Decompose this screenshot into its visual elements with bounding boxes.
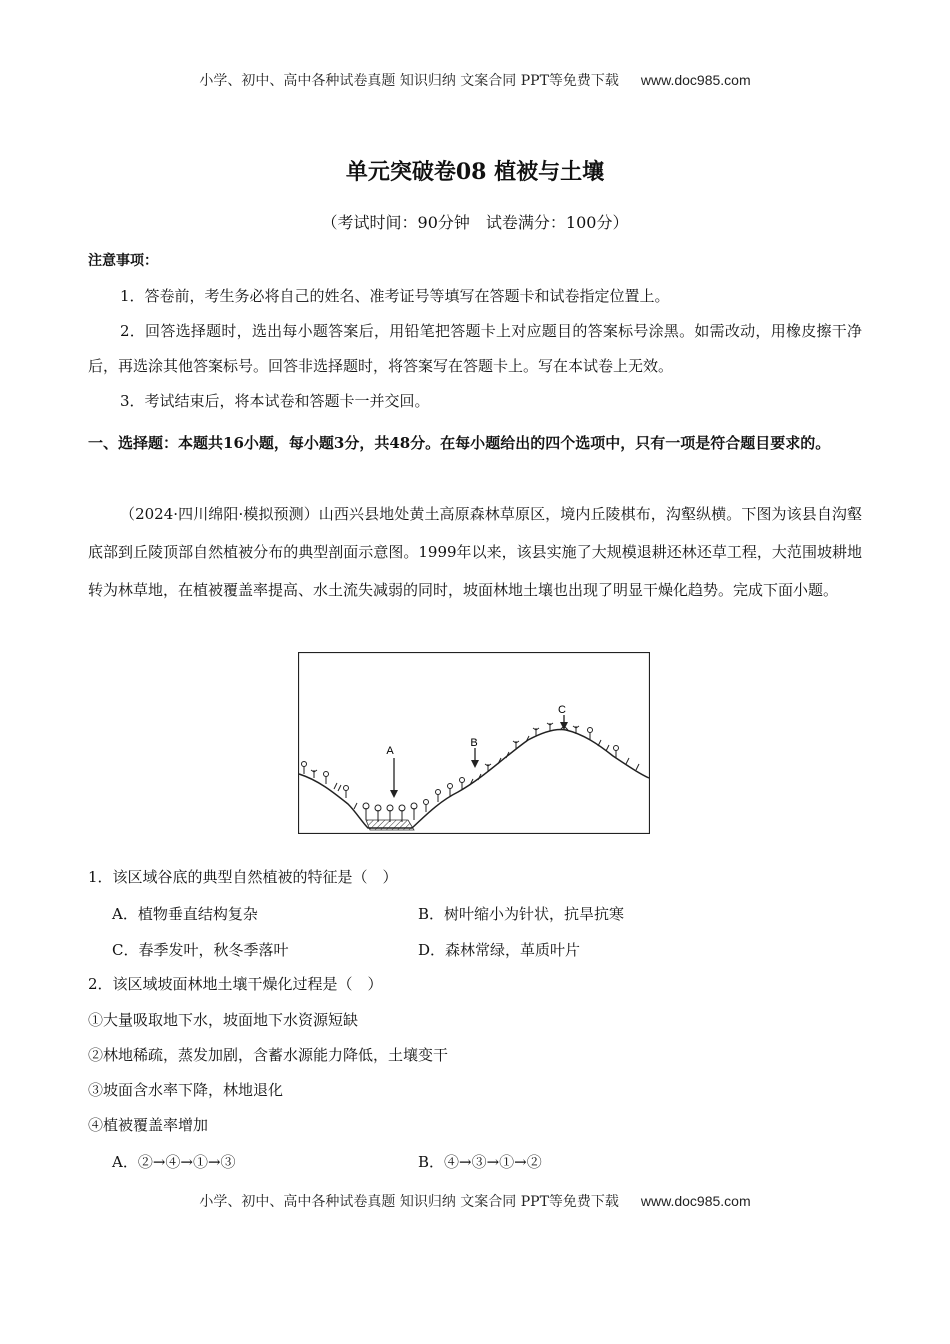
label-b: B [470, 737, 478, 749]
q1-option-a[interactable]: A．植物垂直结构复杂 [112, 905, 258, 923]
q1-option-b[interactable]: B．树叶缩小为针状，抗旱抗寒 [418, 905, 625, 923]
passage: （2024·四川绵阳·模拟预测）山西兴县地处黄土高原森林草原区，境内丘陵棋布，沟壑纵横。下图为该县自沟壑底部到丘陵顶部自然植被分布的典型剖面示意图。1999年以来，该县实施了大规模退耕还林还草工程，大范围坡耕地转为林草地，在植被覆盖率提高、水土流失减弱的同时，坡面林地土壤也出现了明显干燥化趋势。完成下面小题。 [88, 505, 862, 599]
label-c: C [558, 704, 566, 716]
page-header [0, 70, 950, 90]
notes-heading: 注意事项： [88, 253, 158, 269]
header-site: www.doc985.com [640, 72, 751, 88]
label-a: A [386, 745, 394, 757]
q1-option-d[interactable]: D．森林常绿，革质叶片 [418, 941, 581, 959]
q2-item-2: ②林地稀疏，蒸发加剧，含蓄水源能力降低，土壤变干 [88, 1046, 449, 1064]
question-1-stem: 1．该区域谷底的典型自然植被的特征是（ ） [88, 868, 398, 886]
section-heading: 一、选择题：本题共16小题，每小题3分，共48分。在每小题给出的四个选项中，只有一项是符合题目要求的。 [88, 434, 831, 452]
profile-diagram [298, 652, 650, 834]
q2-option-a[interactable]: A．②→④→①→③ [112, 1153, 236, 1171]
footer-site: www.doc985.com [640, 1193, 751, 1209]
vegetation-profile-figure [298, 652, 650, 834]
header-text: 小学、初中、高中各种试卷真题 知识归纳 文案合同 PPT等免费下载 [199, 73, 619, 89]
note-2: 2．回答选择题时，选出每小题答案后，用铅笔把答题卡上对应题目的答案标号涂黑。如需改动，用橡皮擦干净后，再选涂其他答案标号。回答非选择题时，将答案写在答题卡上。写在本试卷上无效。 [88, 322, 862, 375]
q2-item-1: ①大量吸取地下水，坡面地下水资源短缺 [88, 1011, 359, 1029]
note-3: 3．考试结束后，将本试卷和答题卡一并交回。 [120, 392, 430, 410]
question-2-stem: 2．该区域坡面林地土壤干燥化过程是（ ） [88, 975, 383, 993]
note-1: 1．答卷前，考生务必将自己的姓名、准考证号等填写在答题卡和试卷指定位置上。 [120, 287, 670, 305]
q2-option-b[interactable]: B．④→③→①→② [418, 1153, 542, 1171]
exam-info: （考试时间：90分钟 试卷满分：100分） [321, 213, 629, 232]
q2-item-3: ③坡面含水率下降，林地退化 [88, 1081, 284, 1099]
page-footer [0, 1191, 950, 1211]
page-title: 单元突破卷08 植被与土壤 [345, 159, 605, 185]
footer-text: 小学、初中、高中各种试卷真题 知识归纳 文案合同 PPT等免费下载 [199, 1194, 619, 1210]
q2-item-4: ④植被覆盖率增加 [88, 1116, 209, 1134]
q1-option-c[interactable]: C．春季发叶，秋冬季落叶 [112, 941, 289, 959]
